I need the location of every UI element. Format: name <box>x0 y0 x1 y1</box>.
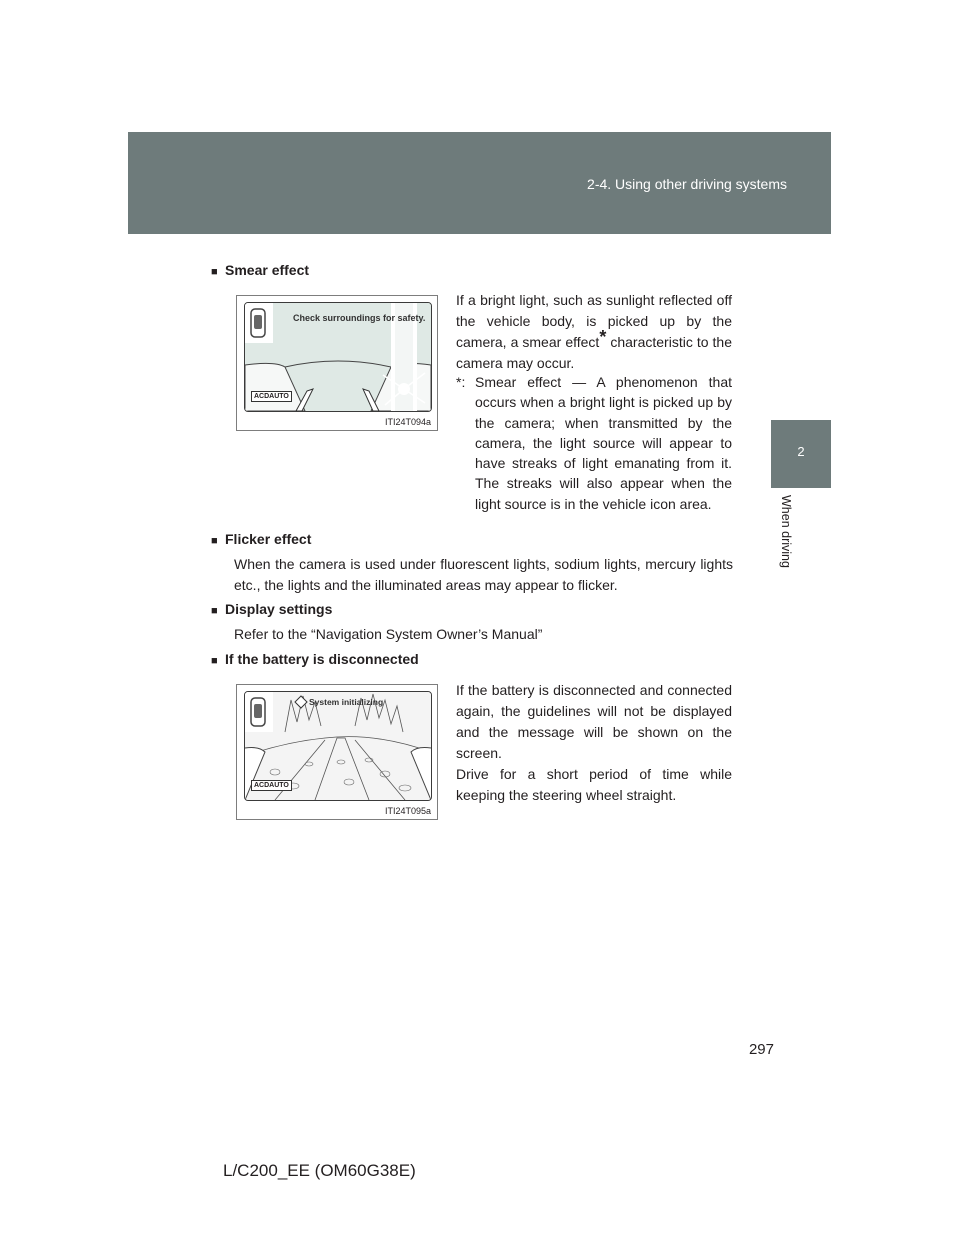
asterisk: * <box>599 327 607 347</box>
battery-text-1: If the battery is disconnected and connected again, the guidelines will not be displayed and the message will be shown on the screen. <box>456 682 732 761</box>
smear-heading-text: Smear effect <box>225 262 310 278</box>
battery-text-2: Drive for a short period of time while keeping the steering wheel straight. <box>456 766 732 803</box>
smear-text-a: If a bright light, such as sunlight reflected off the vehicle body, is picked up by the camera, a smear effect <box>456 292 732 350</box>
smear-text-b: characteristic to the camera may occur. <box>456 334 732 371</box>
smear-footnote <box>456 372 732 514</box>
flicker-text: When the camera is used under fluorescent lights, sodium lights, mercury lights etc., the lights and the illuminated areas may appear to flicker. <box>234 556 733 593</box>
chapter-number: 2 <box>797 444 805 459</box>
chapter-label-text: When driving <box>779 495 793 568</box>
chapter-label <box>779 495 797 585</box>
camera-screen <box>244 302 432 412</box>
display-heading <box>211 601 332 617</box>
acd-auto-button[interactable]: ACDAUTO <box>251 391 292 402</box>
footnote-text: Smear effect — A phenomenon that occurs when a bright light is picked up by the camera; when transmitted by the camera, the light source will appear to have streaks of light emanating from it. The streaks will also appear when the light source is in the vehicle icon area. <box>475 374 732 512</box>
chapter-tab[interactable] <box>771 420 831 488</box>
acd-auto-button[interactable]: ACDAUTO <box>251 780 292 791</box>
battery-heading <box>211 651 419 667</box>
smear-description <box>456 290 732 374</box>
flicker-heading <box>211 531 311 547</box>
flicker-heading-text: Flicker effect <box>225 531 312 547</box>
bullet-icon: ■ <box>211 655 218 667</box>
camera-screen <box>244 691 432 801</box>
smear-screen-message: Check surroundings for safety. <box>293 313 426 323</box>
smear-figure <box>236 295 438 431</box>
display-text: Refer to the “Navigation System Owner’s Manual” <box>234 626 543 642</box>
smear-heading <box>211 262 309 278</box>
battery-heading-text: If the battery is disconnected <box>225 651 419 667</box>
battery-description <box>456 680 732 806</box>
bullet-icon: ■ <box>211 266 218 278</box>
bullet-icon: ■ <box>211 605 218 617</box>
page-number: 297 <box>748 1041 774 1058</box>
header-band <box>128 132 831 234</box>
figure-code: ITI24T094a <box>384 417 431 427</box>
display-heading-text: Display settings <box>225 601 333 617</box>
battery-figure <box>236 684 438 820</box>
bullet-icon: ■ <box>211 535 218 547</box>
init-screen-message: System initializing <box>309 697 384 707</box>
section-title: 2-4. Using other driving systems <box>587 176 787 192</box>
document-code: L/C200_EE (OM60G38E) <box>223 1161 416 1180</box>
figure-code: ITI24T095a <box>384 806 431 816</box>
footnote-mark: *: <box>456 374 466 390</box>
